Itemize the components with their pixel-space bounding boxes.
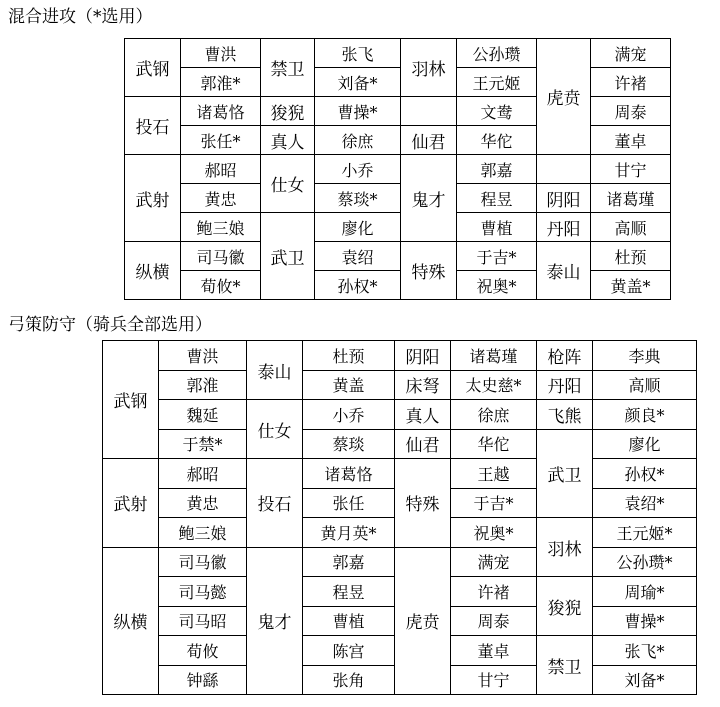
general-cell: 廖化 xyxy=(593,429,697,459)
general-cell: 徐庶 xyxy=(451,400,537,430)
general-cell: 杜预 xyxy=(591,242,671,271)
table-row xyxy=(103,400,697,430)
category-cell: 狻猊 xyxy=(537,577,593,636)
general-cell: 陈宫 xyxy=(303,636,395,666)
general-cell: 文鸯 xyxy=(457,97,537,126)
general-cell: 甘宁 xyxy=(591,155,671,184)
general-cell: 祝奥* xyxy=(451,518,537,548)
category-cell: 枪阵 xyxy=(537,341,593,371)
general-cell: 郭淮* xyxy=(181,68,261,97)
ranged-defense-table xyxy=(102,340,697,695)
general-cell: 于吉* xyxy=(451,488,537,518)
category-cell: 武射 xyxy=(125,155,181,242)
general-cell: 甘宁 xyxy=(451,665,537,695)
general-cell: 蔡琰* xyxy=(315,184,401,213)
general-cell: 司马懿 xyxy=(159,577,247,607)
section-title-ranged-defense: 弓策防守（骑兵全部选用） xyxy=(8,315,212,335)
category-cell: 投石 xyxy=(247,459,303,548)
table-row xyxy=(125,39,671,68)
category-cell: 狻猊 xyxy=(261,97,315,126)
general-cell: 周泰 xyxy=(591,97,671,126)
general-cell: 高顺 xyxy=(593,370,697,400)
general-cell: 徐庶 xyxy=(315,126,401,155)
general-cell: 鲍三娘 xyxy=(181,213,261,242)
general-cell: 曹植 xyxy=(303,606,395,636)
category-cell: 武卫 xyxy=(261,213,315,300)
general-cell: 杜预 xyxy=(303,341,395,371)
category-cell: 特殊 xyxy=(395,459,451,548)
category-cell: 禁卫 xyxy=(261,39,315,97)
general-cell: 诸葛恪 xyxy=(303,459,395,489)
general-cell: 程昱 xyxy=(457,184,537,213)
table-row xyxy=(125,213,671,242)
general-cell: 司马徽 xyxy=(159,547,247,577)
general-cell: 张飞 xyxy=(315,39,401,68)
table-row xyxy=(103,429,697,459)
general-cell: 黄盖* xyxy=(591,271,671,300)
general-cell: 黄忠 xyxy=(159,488,247,518)
general-cell: 郝昭 xyxy=(159,459,247,489)
general-cell: 于禁* xyxy=(159,429,247,459)
general-cell: 董卓 xyxy=(451,636,537,666)
general-cell: 孙权* xyxy=(315,271,401,300)
general-cell: 公孙瓒 xyxy=(457,39,537,68)
general-cell: 满宠 xyxy=(591,39,671,68)
general-cell: 黄月英* xyxy=(303,518,395,548)
category-cell: 虎贲 xyxy=(537,39,591,155)
general-cell: 诸葛瑾 xyxy=(591,184,671,213)
category-cell: 真人 xyxy=(395,400,451,430)
general-cell: 黄忠 xyxy=(181,184,261,213)
general-cell: 华佗 xyxy=(451,429,537,459)
general-cell: 魏延 xyxy=(159,400,247,430)
category-cell: 羽林 xyxy=(401,39,457,97)
general-cell: 王越 xyxy=(451,459,537,489)
category-cell: 禁卫 xyxy=(537,636,593,695)
general-cell: 高顺 xyxy=(591,213,671,242)
mixed-attack-table xyxy=(124,38,671,300)
general-cell: 诸葛恪 xyxy=(181,97,261,126)
general-cell: 曹洪 xyxy=(159,341,247,371)
general-cell: 许褚 xyxy=(451,577,537,607)
category-cell: 纵横 xyxy=(103,547,159,695)
category-cell: 武钢 xyxy=(125,39,181,97)
table-row xyxy=(103,341,697,371)
general-cell: 郭嘉 xyxy=(457,155,537,184)
general-cell: 张任* xyxy=(181,126,261,155)
table-row xyxy=(125,155,671,184)
general-cell: 华佗 xyxy=(457,126,537,155)
general-cell: 张任 xyxy=(303,488,395,518)
general-cell: 曹操* xyxy=(593,606,697,636)
general-cell: 祝奥* xyxy=(457,271,537,300)
table-row xyxy=(125,184,671,213)
category-cell: 特殊 xyxy=(401,242,457,300)
general-cell: 于吉* xyxy=(457,242,537,271)
category-cell: 阴阳 xyxy=(395,341,451,371)
category-cell: 武射 xyxy=(103,459,159,548)
empty-cell xyxy=(401,97,457,126)
general-cell: 王元姬 xyxy=(457,68,537,97)
general-cell: 刘备* xyxy=(315,68,401,97)
general-cell: 小乔 xyxy=(303,400,395,430)
general-cell: 袁绍* xyxy=(593,488,697,518)
general-cell: 周泰 xyxy=(451,606,537,636)
category-cell: 羽林 xyxy=(537,518,593,577)
general-cell: 郭淮 xyxy=(159,370,247,400)
table-row xyxy=(103,370,697,400)
category-cell: 鬼才 xyxy=(247,547,303,695)
category-cell: 真人 xyxy=(261,126,315,155)
general-cell: 诸葛瑾 xyxy=(451,341,537,371)
general-cell: 周瑜* xyxy=(593,577,697,607)
category-cell: 床弩 xyxy=(395,370,451,400)
general-cell: 公孙瓒* xyxy=(593,547,697,577)
general-cell: 司马徽 xyxy=(181,242,261,271)
category-cell: 仙君 xyxy=(401,126,457,155)
general-cell: 郭嘉 xyxy=(303,547,395,577)
general-cell: 荀攸* xyxy=(181,271,261,300)
general-cell: 太史慈* xyxy=(451,370,537,400)
general-cell: 满宠 xyxy=(451,547,537,577)
general-cell: 董卓 xyxy=(591,126,671,155)
general-cell: 郝昭 xyxy=(181,155,261,184)
general-cell: 曹植 xyxy=(457,213,537,242)
category-cell: 泰山 xyxy=(537,242,591,300)
category-cell: 纵横 xyxy=(125,242,181,300)
category-cell: 飞熊 xyxy=(537,400,593,430)
general-cell: 袁绍 xyxy=(315,242,401,271)
category-cell: 丹阳 xyxy=(537,370,593,400)
category-cell: 鬼才 xyxy=(401,155,457,242)
general-cell: 黄盖 xyxy=(303,370,395,400)
general-cell: 李典 xyxy=(593,341,697,371)
section-title-mixed-attack: 混合进攻（*选用） xyxy=(8,7,153,27)
category-cell: 虎贲 xyxy=(395,547,451,695)
category-cell: 投石 xyxy=(125,97,181,155)
general-cell: 小乔 xyxy=(315,155,401,184)
category-cell: 阴阳 xyxy=(537,184,591,213)
category-cell: 仕女 xyxy=(247,400,303,459)
general-cell: 曹操* xyxy=(315,97,401,126)
category-cell: 武钢 xyxy=(103,341,159,459)
general-cell: 廖化 xyxy=(315,213,401,242)
general-cell: 张角 xyxy=(303,665,395,695)
category-cell: 仙君 xyxy=(395,429,451,459)
table-row xyxy=(103,459,697,489)
general-cell: 荀攸 xyxy=(159,636,247,666)
table-row xyxy=(125,242,671,271)
category-cell: 仕女 xyxy=(261,155,315,213)
general-cell: 颜良* xyxy=(593,400,697,430)
category-cell: 丹阳 xyxy=(537,213,591,242)
category-cell: 泰山 xyxy=(247,341,303,400)
general-cell: 王元姬* xyxy=(593,518,697,548)
general-cell: 司马昭 xyxy=(159,606,247,636)
general-cell: 曹洪 xyxy=(181,39,261,68)
general-cell: 鲍三娘 xyxy=(159,518,247,548)
table-row xyxy=(103,547,697,577)
general-cell: 钟繇 xyxy=(159,665,247,695)
general-cell: 张飞* xyxy=(593,636,697,666)
general-cell: 刘备* xyxy=(593,665,697,695)
general-cell: 孙权* xyxy=(593,459,697,489)
general-cell: 许褚 xyxy=(591,68,671,97)
category-cell: 武卫 xyxy=(537,429,593,518)
general-cell: 蔡琰 xyxy=(303,429,395,459)
empty-cell xyxy=(537,155,591,184)
general-cell: 程昱 xyxy=(303,577,395,607)
